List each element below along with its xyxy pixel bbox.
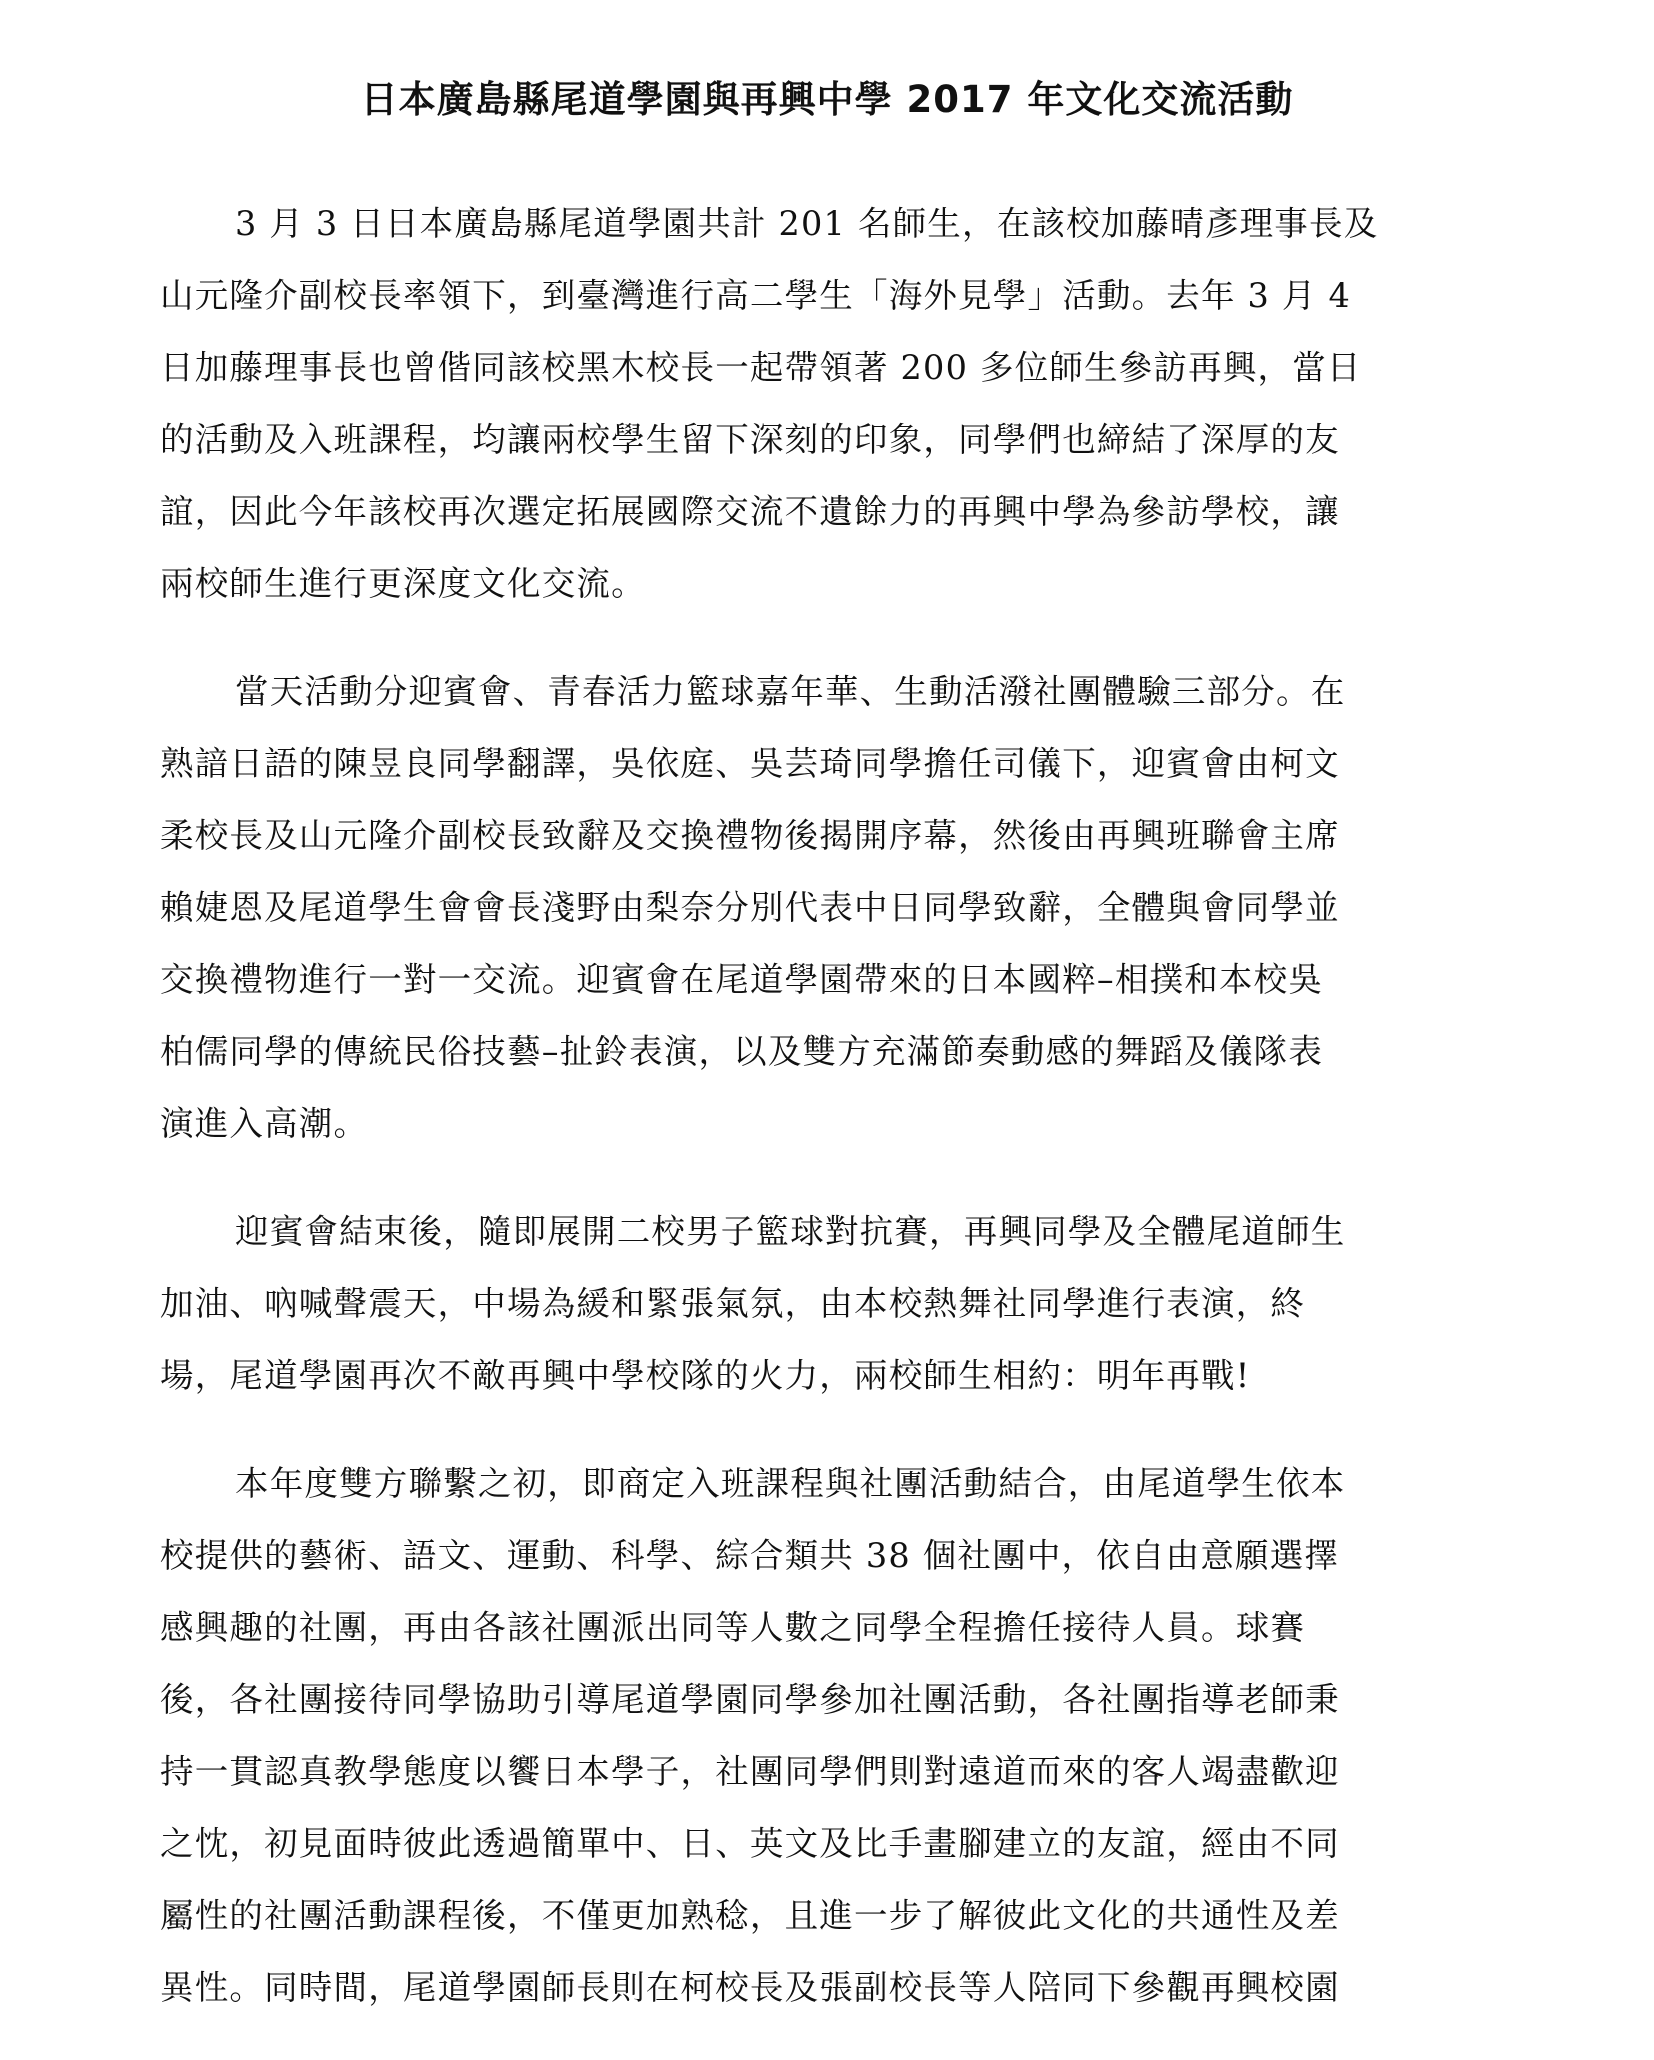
paragraph-3 — [160, 1196, 1486, 1412]
paragraph-line: 本年度雙方聯繫之初，即商定入班課程與社團活動結合，由尾道學生依本 — [235, 1464, 1346, 1503]
paragraph-line: 感興趣的社團，再由各該社團派出同等人數之同學全程擔任接待人員。球賽 — [160, 1608, 1306, 1647]
paragraph-line: 賴婕恩及尾道學生會會長淺野由梨奈分別代表中日同學致辭，全體與會同學並 — [160, 888, 1340, 927]
paragraph-line: 柔校長及山元隆介副校長致辭及交換禮物後揭開序幕，然後由再興班聯會主席 — [160, 816, 1340, 855]
paragraph-line: 加油、吶喊聲震天，中場為緩和緊張氣氛，由本校熱舞社同學進行表演，終 — [160, 1284, 1306, 1323]
paragraph-4 — [160, 1448, 1486, 2024]
paragraph-line: 誼，因此今年該校再次選定拓展國際交流不遺餘力的再興中學為參訪學校，讓 — [160, 492, 1340, 531]
paragraph-line: 山元隆介副校長率領下，到臺灣進行高二學生「海外見學」活動。去年 3 月 4 — [160, 276, 1351, 315]
document-body — [160, 188, 1486, 2060]
paragraph-line: 當天活動分迎賓會、青春活力籃球嘉年華、生動活潑社團體驗三部分。在 — [235, 672, 1346, 711]
paragraph-line: 場，尾道學園再次不敵再興中學校隊的火力，兩校師生相約：明年再戰! — [160, 1356, 1251, 1395]
paragraph-line: 後，各社團接待同學協助引導尾道學園同學參加社團活動，各社團指導老師秉 — [160, 1680, 1340, 1719]
paragraph-line: 校提供的藝術、語文、運動、科學、綜合類共 38 個社團中，依自由意願選擇 — [160, 1536, 1340, 1575]
paragraph-line: 持一貫認真教學態度以饗日本學子，社團同學們則對遠道而來的客人竭盡歡迎 — [160, 1752, 1340, 1791]
document-title: 日本廣島縣尾道學園與再興中學 2017 年文化交流活動 — [360, 78, 1294, 121]
paragraph-line: 演進入高潮。 — [160, 1104, 369, 1143]
paragraph-line: 3 月 3 日日本廣島縣尾道學園共計 201 名師生，在該校加藤晴彥理事長及 — [235, 204, 1379, 243]
paragraph-line: 兩校師生進行更深度文化交流。 — [160, 564, 646, 603]
paragraph-line: 日加藤理事長也曾偕同該校黑木校長一起帶領著 200 多位師生參訪再興，當日 — [160, 348, 1362, 387]
paragraph-line: 屬性的社團活動課程後，不僅更加熟稔，且進一步了解彼此文化的共通性及差 — [160, 1896, 1340, 1935]
paragraph-line: 的活動及入班課程，均讓兩校學生留下深刻的印象，同學們也締結了深厚的友 — [160, 420, 1340, 459]
paragraph-1 — [160, 188, 1486, 620]
paragraph-line: 柏儒同學的傳統民俗技藝–扯鈴表演，以及雙方充滿節奏動感的舞蹈及儀隊表 — [160, 1032, 1324, 1071]
paragraph-2 — [160, 656, 1486, 1160]
paragraph-line: 之忱，初見面時彼此透過簡單中、日、英文及比手畫腳建立的友誼，經由不同 — [160, 1824, 1340, 1863]
paragraph-line: 迎賓會結束後，隨即展開二校男子籃球對抗賽，再興同學及全體尾道師生 — [235, 1212, 1346, 1251]
paragraph-line: 熟諳日語的陳昱良同學翻譯，吳依庭、吳芸琦同學擔任司儀下，迎賓會由柯文 — [160, 744, 1340, 783]
paragraph-line: 異性。同時間，尾道學園師長則在柯校長及張副校長等人陪同下參觀再興校園 — [160, 1968, 1340, 2007]
paragraph-line: 交換禮物進行一對一交流。迎賓會在尾道學園帶來的日本國粹–相撲和本校吳 — [160, 960, 1324, 999]
